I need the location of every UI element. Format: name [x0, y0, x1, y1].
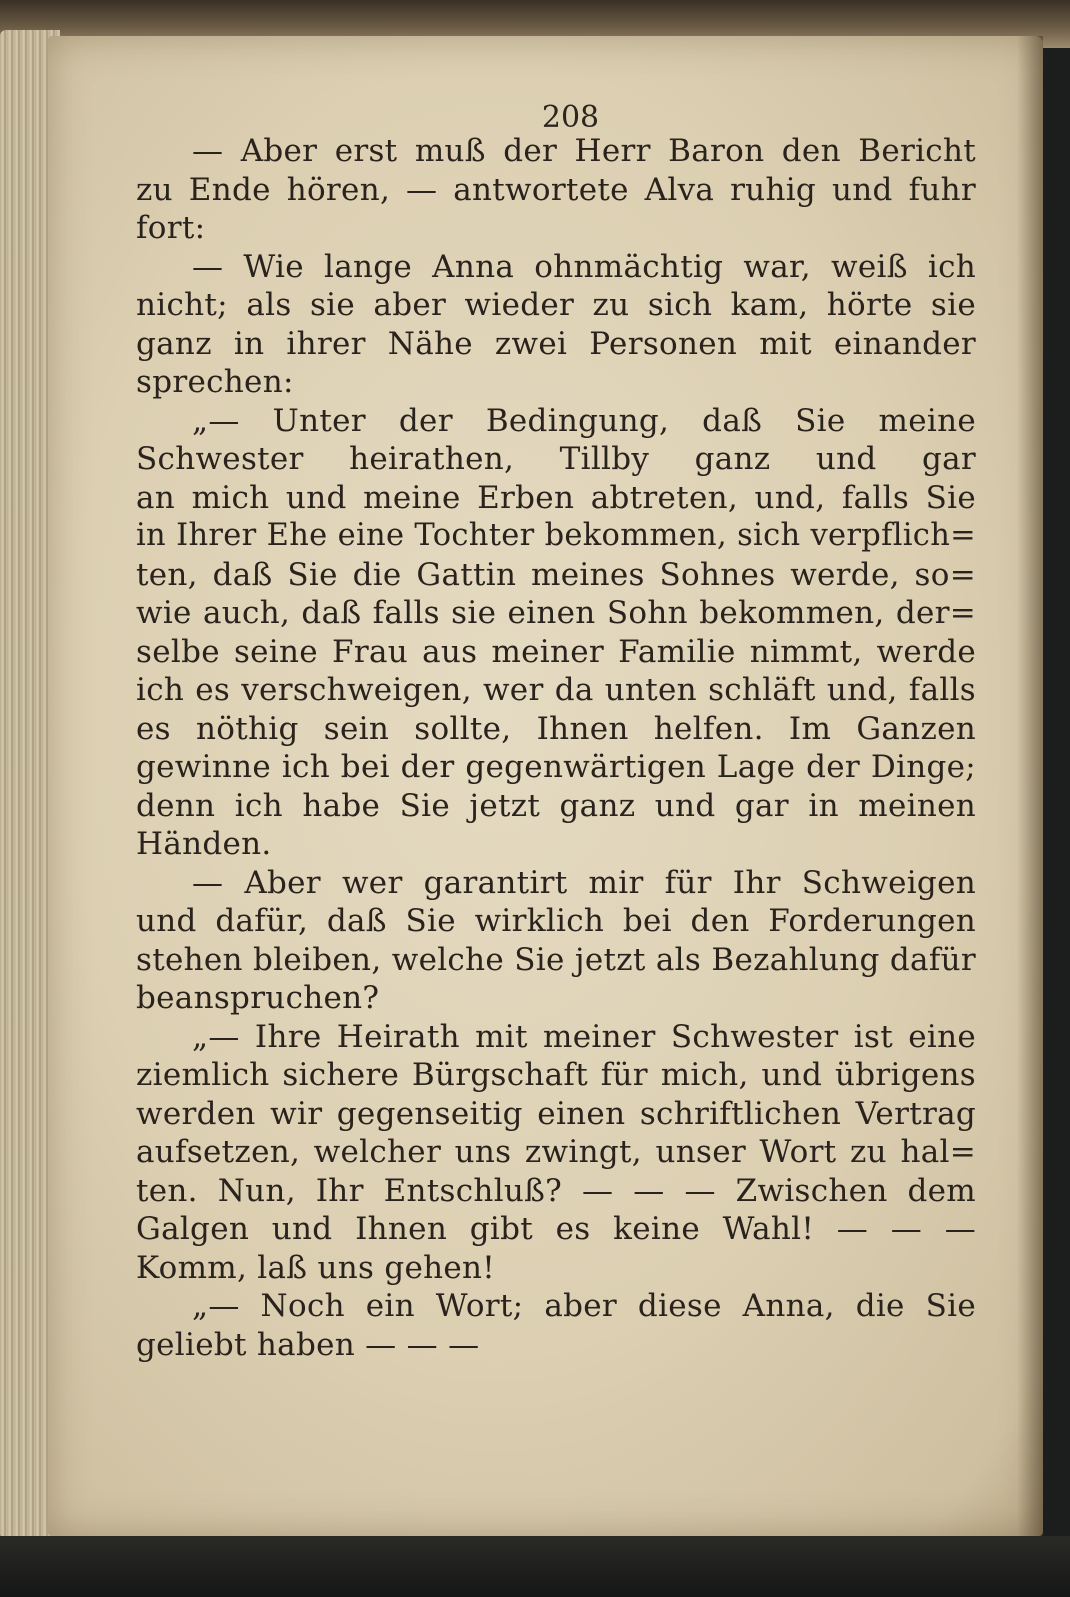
text-line: sprechen:: [136, 364, 294, 400]
text-line: denn ich habe Sie jetzt ganz und gar in meinen: [136, 787, 976, 824]
text-line: in Ihrer Ehe eine Tochter bekommen, sich verpflich=: [136, 518, 976, 553]
book-bottom-background: [0, 1536, 1070, 1597]
text-line: wie auch, daß falls sie einen Sohn bekommen, der=: [136, 595, 976, 631]
text-line: Schwester heirathen, Tillby ganz und gar: [136, 441, 976, 477]
text-line: aufsetzen, welcher uns zwingt, unser Wort zu hal=: [136, 1134, 976, 1170]
text-line: ten, daß Sie die Gattin meines Sohnes werde, so=: [136, 556, 976, 593]
text-line: geliebt haben — — —: [136, 1326, 480, 1363]
text-line: — Aber wer garantirt mir für Ihr Schweigen: [192, 864, 976, 901]
text-line: selbe seine Frau aus meiner Familie nimmt, werde: [136, 633, 976, 670]
text-line: beanspruchen?: [136, 980, 380, 1016]
text-line: an mich und meine Erben abtreten, und, falls Sie: [136, 479, 976, 516]
page-number: 208: [541, 100, 600, 135]
text-line: ich es verschweigen, wer da unten schläft und, falls: [136, 672, 976, 708]
text-line: ganz in ihrer Nähe zwei Personen mit einander: [136, 325, 976, 362]
text-line: gewinne ich bei der gegenwärtigen Lage der Dinge;: [136, 749, 976, 785]
page-gutter-shadow: [1017, 36, 1043, 1536]
text-line: ten. Nun, Ihr Entschluß? — — — Zwischen dem: [136, 1172, 976, 1209]
text-line: und dafür, daß Sie wirklich bei den Forderungen: [136, 903, 976, 939]
text-line: — Aber erst muß der Herr Baron den Bericht: [192, 133, 976, 169]
text-line: ziemlich sichere Bürgschaft für mich, und übrigens: [136, 1057, 976, 1093]
text-line: „— Ihre Heirath mit meiner Schwester ist eine: [192, 1018, 976, 1055]
text-line: werden wir gegenseitig einen schriftlichen Vertrag: [136, 1095, 976, 1132]
text-line: fort:: [136, 210, 206, 246]
text-line: „— Noch ein Wort; aber diese Anna, die Sie: [192, 1288, 976, 1324]
text-line: „— Unter der Bedingung, daß Sie meine: [192, 402, 976, 439]
text-line: Händen.: [136, 826, 272, 862]
text-line: — Wie lange Anna ohnmächtig war, weiß ich: [192, 248, 976, 285]
text-line: Galgen und Ihnen gibt es keine Wahl! — — —: [136, 1211, 976, 1247]
text-line: nicht; als sie aber wieder zu sich kam, hörte sie: [136, 287, 976, 323]
text-line: es nöthig sein sollte, Ihnen helfen. Im Ganzen: [136, 710, 976, 747]
text-line: Komm, laß uns gehen!: [136, 1249, 496, 1286]
page-text: [136, 132, 976, 1364]
text-line: stehen bleiben, welche Sie jetzt als Bezahlung dafür: [136, 941, 976, 978]
text-line: zu Ende hören, — antwortete Alva ruhig und fuhr: [136, 171, 976, 208]
